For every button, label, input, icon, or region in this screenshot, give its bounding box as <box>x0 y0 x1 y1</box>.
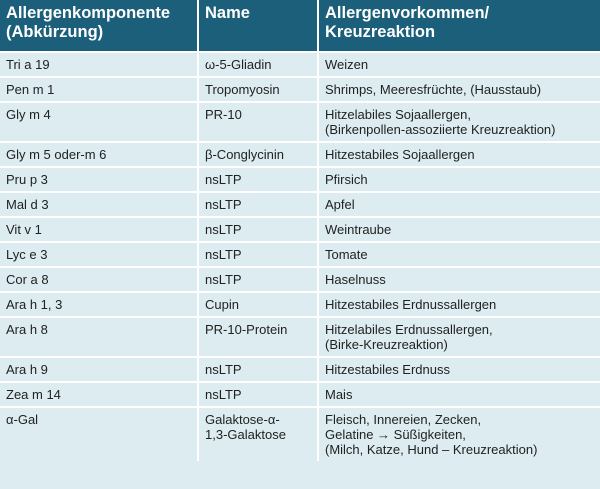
component-cell: Ara h 1, 3 <box>0 292 198 317</box>
occurrence-cell: Tomate <box>318 242 600 267</box>
table-row <box>0 382 600 407</box>
component-cell: Vit v 1 <box>0 217 198 242</box>
component-cell: Tri a 19 <box>0 52 198 77</box>
table-row <box>0 242 600 267</box>
component-cell: Gly m 4 <box>0 102 198 142</box>
component-cell: Cor a 8 <box>0 267 198 292</box>
name-cell: β-Conglycinin <box>198 142 318 167</box>
table-body <box>0 52 600 461</box>
table-row <box>0 317 600 357</box>
component-cell: Pen m 1 <box>0 77 198 102</box>
occurrence-cell: Weizen <box>318 52 600 77</box>
occurrence-cell: Hitzestabiles Erdnuss <box>318 357 600 382</box>
name-cell: nsLTP <box>198 267 318 292</box>
occurrence-cell: Hitzestabiles Erdnussallergen <box>318 292 600 317</box>
table-row <box>0 167 600 192</box>
occurrence-cell: Apfel <box>318 192 600 217</box>
name-cell: nsLTP <box>198 242 318 267</box>
component-cell: Gly m 5 oder-m 6 <box>0 142 198 167</box>
component-cell: Ara h 8 <box>0 317 198 357</box>
header-occurrence-cross-reaction: Allergenvorkommen/ Kreuzreaktion <box>318 0 600 52</box>
occurrence-cell: Hitzestabiles Sojaallergen <box>318 142 600 167</box>
table-row <box>0 142 600 167</box>
component-cell: Ara h 9 <box>0 357 198 382</box>
name-cell: Tropomyosin <box>198 77 318 102</box>
component-cell: Pru p 3 <box>0 167 198 192</box>
header-row <box>0 0 600 52</box>
name-cell: ω-5-Gliadin <box>198 52 318 77</box>
name-cell: nsLTP <box>198 357 318 382</box>
table-row <box>0 192 600 217</box>
occurrence-cell: Pfirsich <box>318 167 600 192</box>
component-cell: α-Gal <box>0 407 198 461</box>
occurrence-cell: Weintraube <box>318 217 600 242</box>
table-row <box>0 357 600 382</box>
name-cell: Galaktose-α- 1,3-Galaktose <box>198 407 318 461</box>
occurrence-cell: Shrimps, Meeresfrüchte, (Hausstaub) <box>318 77 600 102</box>
table-row <box>0 407 600 461</box>
component-cell: Mal d 3 <box>0 192 198 217</box>
table-row <box>0 77 600 102</box>
table-row <box>0 102 600 142</box>
name-cell: Cupin <box>198 292 318 317</box>
name-cell: PR-10 <box>198 102 318 142</box>
table-row <box>0 292 600 317</box>
occurrence-cell: Mais <box>318 382 600 407</box>
header-name: Name <box>198 0 318 52</box>
component-cell: Lyc e 3 <box>0 242 198 267</box>
name-cell: PR-10-Protein <box>198 317 318 357</box>
occurrence-cell: Haselnuss <box>318 267 600 292</box>
occurrence-cell: Fleisch, Innereien, Zecken, Gelatine → Süßigkeiten, (Milch, Katze, Hund – Kreuzreaktion) <box>318 407 600 461</box>
table-header <box>0 0 600 52</box>
name-cell: nsLTP <box>198 167 318 192</box>
name-cell: nsLTP <box>198 382 318 407</box>
component-cell: Zea m 14 <box>0 382 198 407</box>
header-allergen-component: Allergenkomponente (Abkürzung) <box>0 0 198 52</box>
occurrence-cell: Hitzelabiles Sojaallergen, (Birkenpollen-assoziierte Kreuzreaktion) <box>318 102 600 142</box>
table-row <box>0 217 600 242</box>
table-row <box>0 267 600 292</box>
name-cell: nsLTP <box>198 217 318 242</box>
occurrence-cell: Hitzelabiles Erdnussallergen, (Birke-Kreuzreaktion) <box>318 317 600 357</box>
name-cell: nsLTP <box>198 192 318 217</box>
table-row <box>0 52 600 77</box>
